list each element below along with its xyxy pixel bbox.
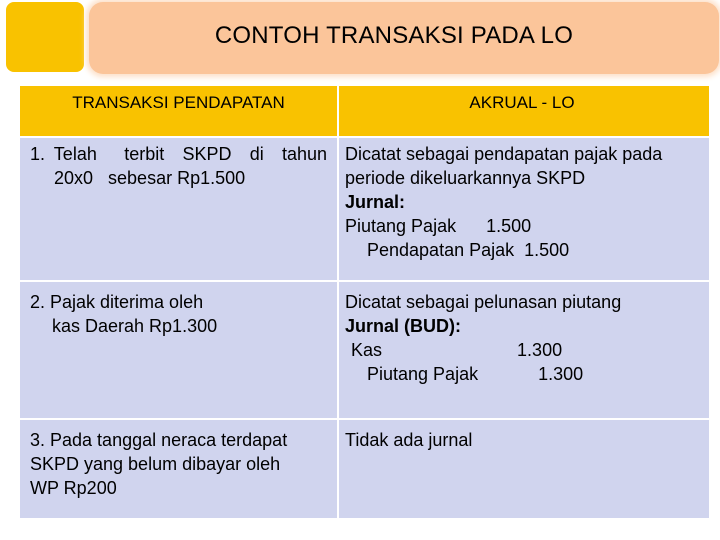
cell-line: Piutang Pajak 1.300 bbox=[367, 364, 584, 384]
header-akrual-lo: AKRUAL - LO bbox=[339, 86, 709, 136]
accrual-cell bbox=[339, 138, 709, 280]
transaction-table bbox=[20, 86, 709, 520]
cell-line: 1. Telah terbit SKPD di tahun bbox=[30, 144, 327, 164]
cell-line: SKPD yang belum dibayar oleh bbox=[30, 454, 281, 474]
header-transaksi-pendapatan: TRANSAKSI PENDAPATAN bbox=[20, 86, 339, 136]
cell-line: WP Rp200 bbox=[30, 478, 117, 498]
cell-line: kas Daerah Rp1.300 bbox=[52, 316, 218, 336]
cell-line: 3. Pada tanggal neraca terdapat bbox=[30, 430, 288, 450]
transaction-cell bbox=[20, 138, 339, 280]
slide-title: CONTOH TRANSAKSI PADA LO bbox=[214, 22, 574, 49]
cell-line: Dicatat sebagai pelunasan piutang bbox=[345, 292, 622, 312]
cell-line: Dicatat sebagai pendapatan pajak pada bbox=[345, 144, 663, 164]
cell-line: Pendapatan Pajak 1.500 bbox=[367, 240, 570, 260]
accrual-cell bbox=[339, 420, 709, 518]
transaction-cell bbox=[20, 282, 339, 418]
journal-label: Jurnal (BUD): bbox=[345, 316, 461, 336]
table-row bbox=[20, 282, 709, 420]
cell-line: Tidak ada jurnal bbox=[345, 430, 473, 450]
transaction-cell bbox=[20, 420, 339, 518]
table-header-row bbox=[20, 86, 709, 138]
table-row bbox=[20, 420, 709, 520]
table-row bbox=[20, 138, 709, 282]
journal-label: Jurnal: bbox=[345, 192, 406, 212]
accrual-cell bbox=[339, 282, 709, 418]
cell-line: 2. Pajak diterima oleh bbox=[30, 292, 204, 312]
cell-line: Kas 1.300 bbox=[351, 340, 563, 360]
cell-line: 20x0 sebesar Rp1.500 bbox=[54, 168, 246, 188]
corner-decoration bbox=[6, 2, 84, 72]
cell-line: Piutang Pajak 1.500 bbox=[345, 216, 532, 236]
cell-line: periode dikeluarkannya SKPD bbox=[345, 168, 586, 188]
